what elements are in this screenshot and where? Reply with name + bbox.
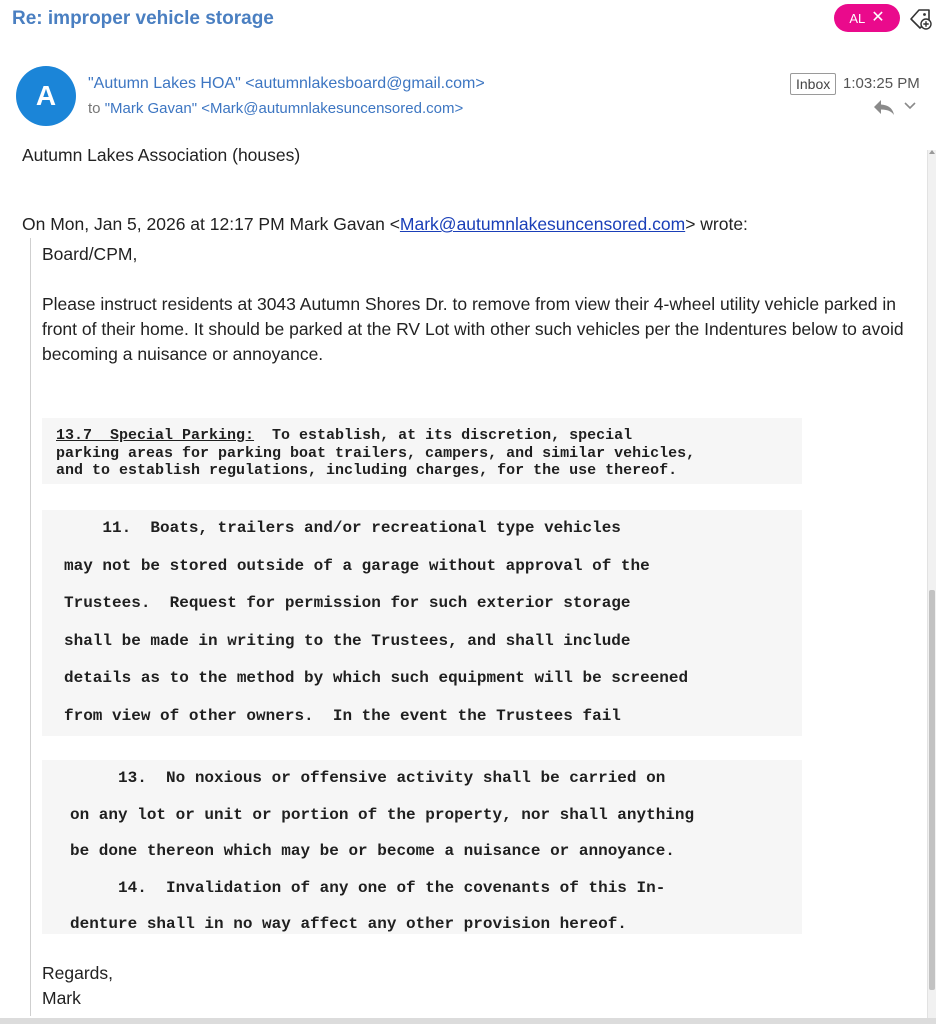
tag-add-icon[interactable] [908, 6, 934, 32]
scanned-excerpt-nuisance [42, 760, 802, 934]
quoted-regards: Regards, [42, 963, 114, 983]
scan2-line: may not be stored outside of a garage without approval of the [64, 556, 650, 575]
quote-bar [30, 238, 31, 1016]
quote-header-prefix: On Mon, Jan 5, 2026 at 12:17 PM Mark Gavan < [22, 214, 400, 234]
scan3-line: 14. Invalidation of any one of the covenants of this In- [70, 878, 666, 897]
scan2-line: 11. Boats, trailers and/or recreational type vehicles [64, 519, 621, 537]
scanned-excerpt-special-parking [42, 418, 802, 484]
scan1-heading: 13.7 Special Parking: [56, 427, 255, 444]
quote-header-email-link[interactable]: Mark@autumnlakesuncensored.com [399, 214, 686, 234]
quote-header [22, 212, 748, 237]
quote-header-suffix: > wrote: [685, 214, 748, 234]
message-body-line: Autumn Lakes Association (houses) [22, 145, 301, 165]
bottom-edge [0, 1018, 936, 1024]
scan1-line1: To establish, at its discretion, special [254, 427, 633, 444]
avatar: A [16, 66, 76, 126]
scan2-line: shall be made in writing to the Trustees, and shall include [64, 631, 631, 650]
folder-badge[interactable]: Inbox [790, 73, 836, 95]
tag-pill[interactable] [834, 4, 900, 32]
quoted-paragraph: Please instruct residents at 3043 Autumn Shores Dr. to remove from view their 4-wheel utility vehicle parked in front of their home. It should be parked at the RV Lot with other such vehicles per the Indentures below to avoid becoming a nuisance or annoyance. [42, 294, 904, 364]
recipient[interactable]: "Mark Gavan" <Mark@autumnlakesuncensored.com> [104, 100, 464, 117]
scan1-line3: and to establish regulations, including charges, for the use thereof. [56, 462, 678, 479]
scan2-line: Trustees. Request for permission for such exterior storage [64, 594, 631, 612]
email-subject: Re: improper vehicle storage [12, 8, 274, 29]
scroll-up-arrow-icon[interactable] [929, 150, 935, 154]
scanned-excerpt-boats-trailers [42, 510, 802, 736]
scan3-line: 13. No noxious or offensive activity shall be carried on [70, 769, 666, 787]
scan2-line: from view of other owners. In the event the Trustees fail [64, 706, 621, 725]
quoted-greeting: Board/CPM, [42, 244, 138, 264]
close-icon[interactable]: ✕ [871, 9, 885, 26]
sender[interactable]: "Autumn Lakes HOA" <autumnlakesboard@gmail.com> [88, 75, 485, 92]
quoted-signature: Mark [42, 988, 81, 1008]
scrollbar-thumb[interactable] [929, 590, 935, 990]
recipient-line [88, 100, 463, 117]
scan3-line: denture shall in no way affect any other provision hereof. [70, 915, 627, 933]
vertical-scrollbar[interactable] [927, 150, 936, 1018]
scan2-line: details as to the method by which such equipment will be screened [64, 669, 689, 687]
to-label: to [88, 100, 101, 117]
scan1-line2: parking areas for parking boat trailers, campers, and similar vehicles, [56, 444, 696, 462]
scan3-line: on any lot or unit or portion of the property, nor shall anything [70, 805, 695, 824]
timestamp: 1:03:25 PM [843, 75, 920, 92]
chevron-down-icon[interactable] [903, 100, 917, 112]
reply-icon[interactable] [872, 97, 896, 117]
scan3-line: be done thereon which may be or become a nuisance or annoyance. [70, 842, 675, 860]
tag-label: AL [849, 10, 866, 26]
